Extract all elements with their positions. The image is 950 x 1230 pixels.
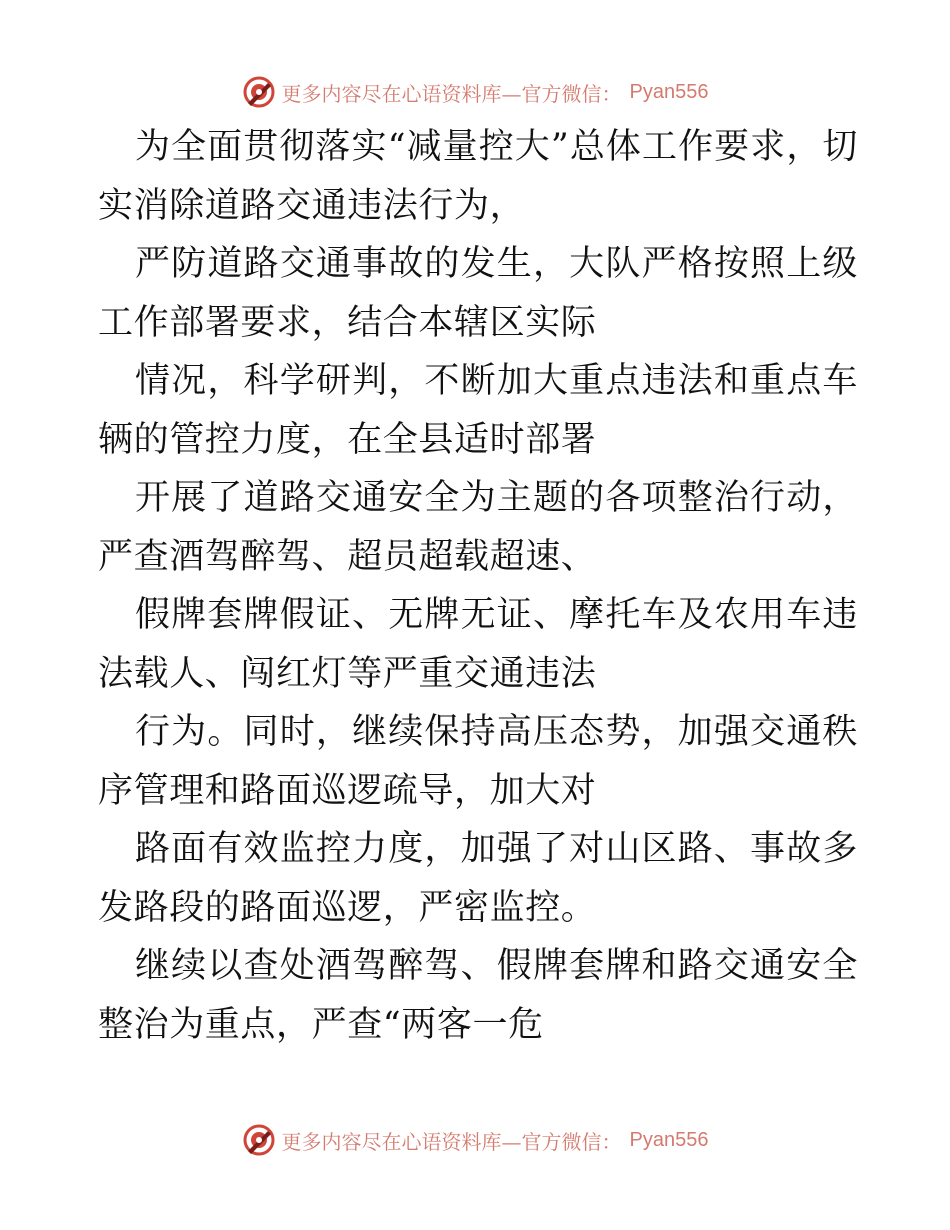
watermark-wechat-id: Pyan556 <box>629 80 709 103</box>
paragraph: 严防道路交通事故的发生，大队严格按照上级工作部署要求，结合本辖区实际 <box>98 244 858 343</box>
paragraph: 假牌套牌假证、无牌无证、摩托车及农用车违法载人、闯红灯等严重交通违法 <box>98 595 858 694</box>
header-watermark <box>0 72 950 112</box>
paragraph: 情况，科学研判，不断加大重点违法和重点车辆的管控力度，在全县适时部署 <box>98 361 858 460</box>
paragraph: 路面有效监控力度，加强了对山区路、事故多发路段的路面巡逻，严密监控。 <box>98 829 858 928</box>
paragraph: 为全面贯彻落实“减量控大”总体工作要求，切实消除道路交通违法行为， <box>98 127 858 226</box>
paragraph: 继续以查处酒驾醉驾、假牌套牌和路交通安全整治为重点，严查“两客一危 <box>98 946 858 1045</box>
paragraph: 行为。同时，继续保持高压态势，加强交通秩序管理和路面巡逻疏导，加大对 <box>98 712 858 811</box>
pen-logo-icon <box>242 1123 276 1157</box>
pen-logo-icon <box>242 75 276 109</box>
watermark-text: 更多内容尽在心语资料库—官方微信： <box>281 81 622 106</box>
document-body <box>98 118 858 1054</box>
watermark-text: 更多内容尽在心语资料库—官方微信： <box>281 1129 622 1154</box>
footer-watermark <box>0 1120 950 1160</box>
paragraph: 开展了道路交通安全为主题的各项整治行动，严查酒驾醉驾、超员超载超速、 <box>98 478 858 577</box>
watermark-wechat-id: Pyan556 <box>629 1128 709 1151</box>
